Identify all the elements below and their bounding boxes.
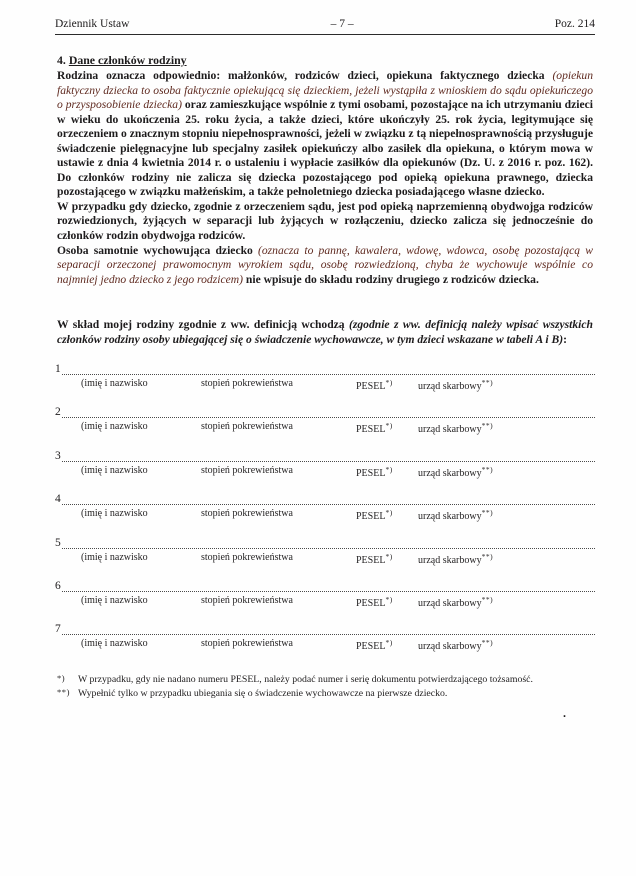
member-row-7 xyxy=(55,622,595,665)
label-pesel: PESEL*) xyxy=(356,508,393,523)
member-row-line xyxy=(55,362,595,375)
label-tax-office: urząd skarbowy**) xyxy=(418,508,494,523)
journal-title: Dziennik Ustaw xyxy=(55,18,130,30)
member-row-line xyxy=(55,449,595,462)
text-segment-italic: (oznacza to pannę, kawalera, wdowę, wdowca, osobę pozostającą w separacji orzeczonej prawomocnym wyrokiem sądu, osobę rozwiedzioną, chyba że wychowuje wspólnie co najmniej jedno dziecko z jego rodzicem) xyxy=(57,243,593,286)
label-tax-office: urząd skarbowy**) xyxy=(418,594,494,609)
section-heading xyxy=(57,53,593,68)
text-segment-bold: Rodzina oznacza odpowiednio: małżonków, rodziców dzieci, opiekuna faktycznego dziecka xyxy=(57,69,553,82)
footnote-reference-mark: *) xyxy=(385,508,393,518)
section-title: Dane członków rodziny xyxy=(68,53,187,67)
label-kinship-degree: stopień pokrewieństwa xyxy=(201,421,293,433)
page-header xyxy=(55,18,595,30)
footnote-reference-mark: **) xyxy=(481,638,494,648)
label-name-surname: (imię i nazwisko xyxy=(81,464,148,476)
member-row-number: 2 xyxy=(55,406,61,419)
footnote-reference-mark: *) xyxy=(385,638,393,648)
label-tax-office: urząd skarbowy**) xyxy=(418,638,494,653)
member-row-number: 7 xyxy=(55,623,61,636)
label-kinship-degree: stopień pokrewieństwa xyxy=(201,378,293,389)
footnote-reference-mark: **) xyxy=(481,378,494,387)
label-pesel: PESEL*) xyxy=(356,551,393,566)
family-members-intro xyxy=(57,318,593,347)
member-row-3 xyxy=(55,449,595,492)
label-tax-office: urząd skarbowy**) xyxy=(418,464,494,479)
fill-in-dotted-line xyxy=(62,623,595,635)
paragraph-single-parent xyxy=(57,244,593,288)
footnote-reference-mark: *) xyxy=(385,551,393,561)
fill-in-dotted-line xyxy=(62,580,595,592)
footnote-reference-mark: **) xyxy=(481,508,494,518)
member-row-line xyxy=(55,492,595,505)
member-row-labels xyxy=(55,638,595,654)
label-kinship-degree: stopień pokrewieństwa xyxy=(201,551,293,563)
text-segment-bold: W skład mojej rodziny zgodnie z ww. definicją wchodzą xyxy=(57,318,349,331)
section-4-content xyxy=(57,53,593,323)
footnote-2 xyxy=(57,687,593,701)
fill-in-dotted-line xyxy=(62,450,595,462)
member-row-labels xyxy=(55,595,595,611)
footnote-mark: **) xyxy=(57,686,70,697)
label-pesel: PESEL*) xyxy=(356,594,393,609)
footnote-1 xyxy=(57,673,593,687)
section-number: 4. xyxy=(57,53,66,67)
member-row-number: 5 xyxy=(55,536,61,549)
text-segment-bold: oraz zamieszkujące wspólnie z tymi osobami, pozostające na ich utrzymaniu dzieci w wieku do ukończenia 25. roku życia, a także dzieci, które ukończyły 25. rok życia, legitymujące się orzeczeniem o znacznym stopniu niepełnosprawności, jeżeli w związku z tą niepełnosprawnością przysługuje świadczenie pielęgnacyjne lub specjalny zasiłek opiekuńczy albo zasiłek dla opiekuna, o którym mowa w ustawie z dnia 4 kwietnia 2014 r. o ustaleniu i wypłacie zasiłków dla opiekunów (Dz. U. z 2016 r. poz. 162). Do członków rodziny nie zalicza się dziecka pozostającego pod opieką opiekuna prawnego, dziecka pozostającego w związku małżeńskim, a także pełnoletniego dziecka posiadającego własne dziecko. xyxy=(57,98,593,199)
footnote-reference-mark: **) xyxy=(481,551,494,561)
position-number: Poz. 214 xyxy=(554,18,595,30)
label-pesel: PESEL*) xyxy=(356,638,393,653)
label-tax-office: urząd skarbowy**) xyxy=(418,551,494,566)
definition-text-block xyxy=(57,69,593,323)
label-name-surname: (imię i nazwisko xyxy=(81,638,148,650)
label-name-surname: (imię i nazwisko xyxy=(81,421,148,433)
label-name-surname: (imię i nazwisko xyxy=(81,594,148,606)
label-pesel: PESEL*) xyxy=(356,378,393,392)
page-number: – 7 – xyxy=(330,18,354,30)
trailing-dot: . xyxy=(563,706,566,720)
member-rows xyxy=(55,362,595,666)
intro-paragraph xyxy=(57,318,593,347)
text-segment-bold: nie wpisuje do składu rodziny drugiego z rodziców dziecka. xyxy=(243,272,539,286)
label-kinship-degree: stopień pokrewieństwa xyxy=(201,508,293,520)
member-row-6 xyxy=(55,579,595,622)
member-row-line xyxy=(55,405,595,418)
label-kinship-degree: stopień pokrewieństwa xyxy=(201,594,293,606)
member-row-labels xyxy=(55,421,595,437)
member-row-line xyxy=(55,622,595,635)
member-row-5 xyxy=(55,536,595,579)
member-row-labels xyxy=(55,552,595,568)
text-segment-bold: W przypadku gdy dziecko, zgodnie z orzeczeniem sądu, jest pod opieką naprzemienną obydwojga rodziców rozwiedzionych, żyjących w separacji lub żyjących w rozłączeniu, dziecko zalicza się jednocześnie do członków rodzin obydwojga rodziców. xyxy=(57,199,593,243)
footnote-text: Wypełnić tylko w przypadku ubiegania się o świadczenie wychowawcze na pierwsze dziecko. xyxy=(78,687,448,699)
label-name-surname: (imię i nazwisko xyxy=(81,508,148,520)
member-row-number: 4 xyxy=(55,493,61,506)
footnote-reference-mark: **) xyxy=(481,464,494,474)
member-row-labels xyxy=(55,508,595,524)
footnote-reference-mark: **) xyxy=(481,594,494,604)
footnote-reference-mark: *) xyxy=(385,421,393,431)
label-kinship-degree: stopień pokrewieństwa xyxy=(201,638,293,650)
label-tax-office: urząd skarbowy**) xyxy=(418,378,494,392)
footnote-mark: *) xyxy=(57,673,66,683)
footnote-reference-mark: *) xyxy=(385,378,393,387)
fill-in-dotted-line xyxy=(62,406,595,418)
fill-in-dotted-line xyxy=(62,363,595,375)
member-row-number: 3 xyxy=(55,449,61,462)
label-name-surname: (imię i nazwisko xyxy=(81,378,148,389)
paragraph-alternating-custody xyxy=(57,200,593,244)
member-row-4 xyxy=(55,492,595,535)
text-segment-bold: : xyxy=(563,332,568,346)
member-row-number: 1 xyxy=(55,363,61,375)
fill-in-dotted-line xyxy=(62,537,595,549)
member-row-number: 6 xyxy=(55,579,61,592)
label-kinship-degree: stopień pokrewieństwa xyxy=(201,464,293,476)
text-segment-bolditalic: (zgodnie z ww. definicją należy wpisać wszystkich członków rodziny osoby ubiegającej się o świadczenie wychowawcze, w tym dzieci wskazane w tabeli A i B) xyxy=(57,318,593,346)
text-segment-italic: (opiekun faktyczny dziecka to osoba faktycznie opiekującą się dzieckiem, jeżeli wystąpiła z wnioskiem do sądu opiekuńczego o przysposobienie dziecka) xyxy=(57,69,593,112)
header-divider xyxy=(55,34,595,35)
label-pesel: PESEL*) xyxy=(356,421,393,436)
label-pesel: PESEL*) xyxy=(356,464,393,479)
footnotes xyxy=(57,673,593,701)
fill-in-dotted-line xyxy=(62,493,595,505)
paragraph-family-definition xyxy=(57,69,593,200)
footnote-reference-mark: **) xyxy=(481,421,494,431)
member-row-labels xyxy=(55,465,595,481)
footnote-text: W przypadku, gdy nie nadano numeru PESEL, należy podać numer i serię dokumentu potwierdzającego tożsamość. xyxy=(78,674,533,685)
member-row-2 xyxy=(55,405,595,448)
footnote-reference-mark: *) xyxy=(385,594,393,604)
member-row-1 xyxy=(55,362,595,405)
text-segment-bold: Osoba samotnie wychowująca dziecko xyxy=(57,243,258,257)
footnote-reference-mark: *) xyxy=(385,464,393,474)
member-row-line xyxy=(55,579,595,592)
member-row-labels xyxy=(55,378,595,394)
label-tax-office: urząd skarbowy**) xyxy=(418,421,494,436)
member-row-line xyxy=(55,536,595,549)
label-name-surname: (imię i nazwisko xyxy=(81,551,148,563)
